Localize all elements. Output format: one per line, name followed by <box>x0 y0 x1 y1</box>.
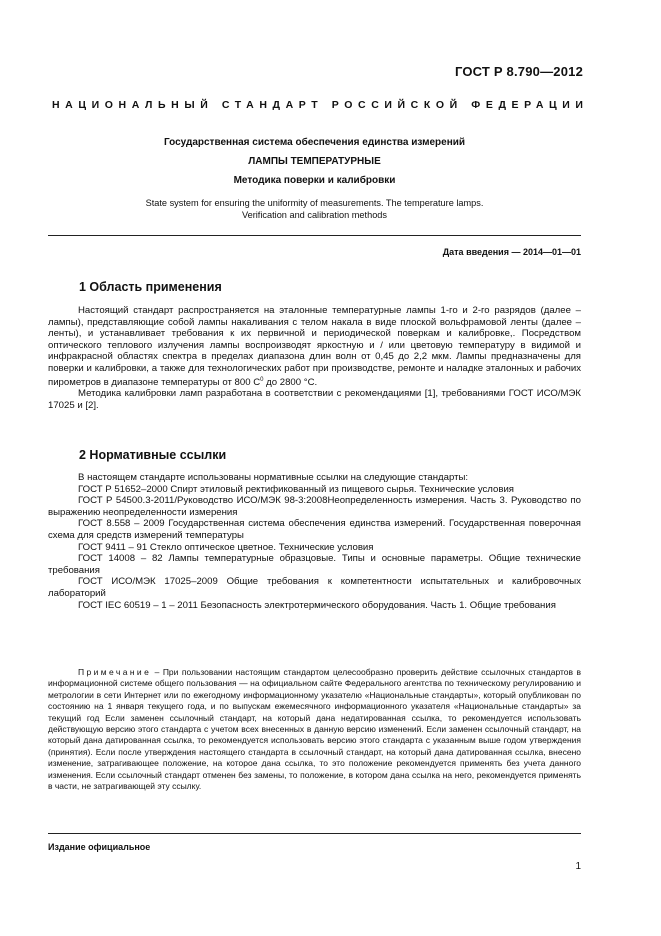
document-title: ЛАМПЫ ТЕМПЕРАТУРНЫЕ <box>248 156 381 167</box>
section-1-body <box>48 305 581 412</box>
note-label: Примечание <box>78 667 152 677</box>
footer-divider <box>48 833 581 834</box>
section-2-intro: В настоящем стандарте использованы нормативные ссылки на следующие стандарты: <box>78 472 469 483</box>
normative-reference: ГОСТ Р 51652–2000 Спирт этиловый ректификованный из пищевого сырья. Технические условия <box>78 483 514 495</box>
normative-reference: ГОСТ 8.558 – 2009 Государственная система обеспечения единства измерений. Государственная поверочная схема для средств измерений температуры <box>48 518 581 541</box>
degree-superscript: 0 <box>260 376 264 383</box>
note-block <box>48 667 581 792</box>
section-2-heading: 2 Нормативные ссылки <box>79 448 227 462</box>
note-text: – При пользовании настоящим стандартом целесообразно проверить действие ссылочных стандартов в информационной системе общего пользования — на официальном сайте Федерального агентства по техническому регулированию и метрологии в сети Интернет или по ежегодному информационному указателю «Национальные стандарты», который опубликован по состоянию на 1 января текущего года, и по выпускам ежемесячного информационного указателя «Национальные стандарты» за текущий год Если заменен ссылочный стандарт, на который дана недатированная ссылка, то рекомендуется использовать действующую версию этого стандарта с учетом всех внесенных в данную версию изменений. Если заменен ссылочный стандарт, на который дана датированная ссылка, то рекомендуется использовать версию этого стандарта с указанным выше годом утверждения (принятия). Если после утверждения настоящего стандарта в ссылочный стандарт, на который дана датированная ссылка, внесено изменение, затрагивающее положение, на которое дана ссылка, то это положение рекомендуется применять без учета данного изменения. Если ссылочный стандарт отменен без замены, то положение, в котором дана ссылка на него, рекомендуется применять в части, не затрагивающей эту ссылку. <box>48 667 581 792</box>
note-paragraph <box>48 667 581 792</box>
paragraph-text-end: до 2800 °C. <box>263 376 318 388</box>
header-divider <box>48 235 581 236</box>
paragraph-text: Настоящий стандарт распространяется на эталонные температурные лампы 1-го и 2-го разрядов (далее – лампы), представляющие собой лампы накаливания с телом накала в виде плоской вольфрамовой ленты (далее – ленты), и устанавливает требования к их первичной и периодической поверкам и калибровке,. Посредством оптического теплового излучения лампы воспроизводят яркостную и / или цветовую температуру в видимой и инфракрасной областях спектра в пределах диапазона длин волн от 0,45 до 2,2 мкм. Лампы предназначены для поверки и калибровки, а также для технологических работ при производстве, ремонте и наладке эталонных и рабочих пирометров в диапазоне температуры от 800 C <box>48 305 581 388</box>
official-edition-label: Издание официальное <box>48 842 151 852</box>
normative-reference: ГОСТ IEC 60519 – 1 – 2011 Безопасность электротермического оборудования. Часть 1. Общие требования <box>78 599 556 611</box>
section-2-body <box>48 472 581 611</box>
normative-reference: ГОСТ 9411 – 91 Стекло оптическое цветное. Технические условия <box>78 541 374 553</box>
normative-reference: ГОСТ ИСО/МЭК 17025–2009 Общие требования к компетентности испытательных и калибровочных лабораторий <box>48 576 581 599</box>
normative-reference: ГОСТ 14008 – 82 Лампы температурные образцовые. Типы и основные параметры. Общие технические требования <box>48 553 581 576</box>
english-title <box>48 197 581 221</box>
normative-reference: ГОСТ Р 54500.3-2011/Руководство ИСО/МЭК 98-3:2008Неопределенность измерения. Часть 3. Руководство по выражению неопределенности измерения <box>48 495 581 518</box>
national-standard-banner: НАЦИОНАЛЬНЫЙ СТАНДАРТ РОССИЙСКОЙ ФЕДЕРАЦИИ <box>52 99 589 111</box>
section-1-paragraph-1 <box>48 305 581 388</box>
introduction-date: Дата введения — 2014—01—01 <box>442 247 581 257</box>
english-title-line-2: Verification and calibration methods <box>241 210 388 220</box>
system-title: Государственная система обеспечения единства измерений <box>163 137 466 148</box>
section-1-heading: 1 Область применения <box>79 280 222 294</box>
standard-code: ГОСТ Р 8.790—2012 <box>454 64 583 79</box>
page-number: 1 <box>575 861 581 872</box>
document-subtitle: Методика поверки и калибровки <box>233 175 396 186</box>
section-1-paragraph-2: Методика калибровки ламп разработана в соответствии с рекомендациями [1], требованиями ГОСТ ИСО/МЭК 17025 и [2]. <box>48 388 581 411</box>
english-title-line-1: State system for ensuring the uniformity of measurements. The temperature lamps. <box>145 198 484 208</box>
